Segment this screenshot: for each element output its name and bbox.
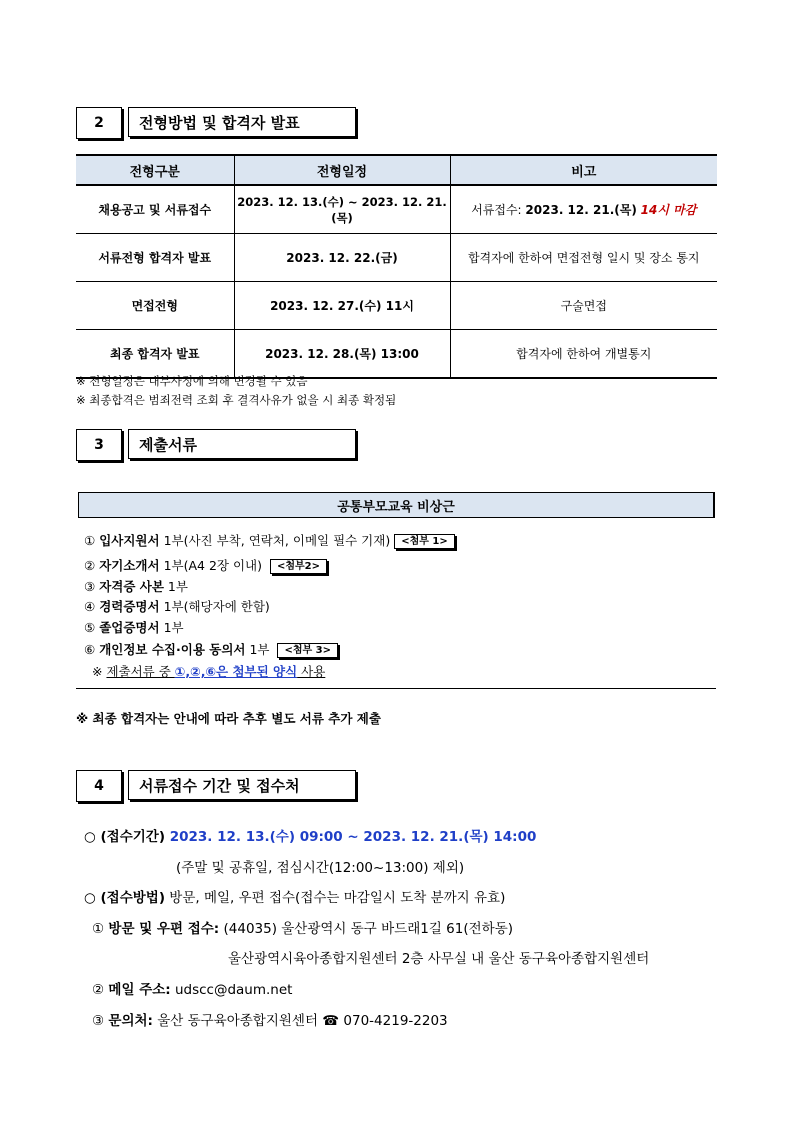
footnote-text: 제출서류 중 [106, 664, 175, 679]
note-deadline-time: 14시 마감 [640, 203, 697, 217]
attachment-tag: <첨부 3> [277, 643, 338, 658]
doc-number: ⑥ [84, 642, 96, 657]
doc-name: 경력증명서 [99, 599, 160, 614]
doc-name: 자격증 사본 [99, 579, 164, 594]
visit-address: (44035) 울산광역시 동구 바드래1길 61(전하동) [219, 921, 514, 937]
table-cell: 채용공고 및 서류접수 [76, 185, 234, 234]
item-number: ① [92, 921, 105, 937]
doc-desc: 1부 [245, 642, 274, 657]
table-row [76, 330, 717, 379]
section-4-header [76, 770, 366, 802]
attachment-tag: <첨부 1> [394, 534, 455, 549]
section-number: 2 [76, 107, 122, 139]
table-cell: 2023. 12. 27.(수) 11시 [234, 282, 450, 330]
section-2-header [76, 107, 366, 139]
doc-desc: 1부 [159, 620, 184, 635]
note-prefix: 서류접수: [471, 203, 526, 217]
table-cell: 구술면접 [450, 282, 717, 330]
table-header-row [76, 155, 717, 185]
visit-label: 방문 및 우편 접수: [108, 921, 220, 937]
table-cell: 2023. 12. 22.(금) [234, 234, 450, 282]
apply-method-label: ○ (접수방법) [84, 890, 165, 906]
schedule-note: ※ 전형일정은 내부사정에 의해 변경될 수 있음 [76, 374, 308, 388]
table-cell: 서류전형 합격자 발표 [76, 234, 234, 282]
table-cell: 최종 합격자 발표 [76, 330, 234, 379]
table-row [76, 282, 717, 330]
doc-item [84, 618, 184, 636]
doc-name: 개인정보 수집·이용 동의서 [99, 642, 246, 657]
table-row [76, 185, 717, 234]
doc-desc: 1부(사진 부착, 연락처, 이메일 필수 기재) [159, 533, 391, 548]
doc-number: ③ [84, 579, 96, 594]
footnote-highlight: ①,②,⑥은 첨부된 양식 [174, 664, 298, 679]
doc-item [84, 640, 338, 658]
note-deadline-date: 2023. 12. 21.(목) [525, 203, 637, 217]
doc-item [84, 556, 327, 574]
visit-address-2: 울산광역시육아종합지원센터 2층 사무실 내 울산 동구육아종합지원센터 [228, 951, 650, 967]
apply-mail [92, 978, 292, 998]
apply-method [84, 886, 505, 906]
section-title: 서류접수 기간 및 접수처 [128, 770, 356, 800]
section-number: 3 [76, 429, 122, 461]
doc-number: ① [84, 533, 96, 548]
attachment-tag: <첨부2> [270, 559, 327, 574]
doc-desc: 1부(해당자에 한함) [159, 599, 270, 614]
table-cell: 2023. 12. 13.(수) ~ 2023. 12. 21.(목) [234, 185, 450, 234]
doc-item [84, 531, 455, 549]
schedule-note: ※ 최종합격은 범죄전력 조회 후 결격사유가 없을 시 최종 확정됨 [76, 393, 397, 407]
apply-visit [92, 917, 513, 937]
apply-period-label: ○ (접수기간) [84, 829, 170, 845]
doc-name: 입사지원서 [99, 533, 160, 548]
footnote-text: 사용 [297, 664, 326, 679]
mail-label: 메일 주소: [108, 982, 171, 998]
table-header: 비고 [450, 155, 717, 185]
doc-number: ⑤ [84, 620, 96, 635]
table-cell: 합격자에 한하여 개별통지 [450, 330, 717, 379]
inquiry-label: 문의처: [108, 1013, 153, 1029]
table-cell: 2023. 12. 28.(목) 13:00 [234, 330, 450, 379]
apply-method-value: 방문, 메일, 우편 접수(접수는 마감일시 도착 분까지 유효) [164, 890, 506, 906]
schedule-table [76, 154, 717, 379]
apply-inquiry [92, 1009, 448, 1029]
section-title: 전형방법 및 합격자 발표 [128, 107, 356, 137]
table-cell: 면접전형 [76, 282, 234, 330]
table-cell: 합격자에 한하여 면접전형 일시 및 장소 통지 [450, 234, 717, 282]
doc-item [84, 597, 270, 615]
footnote-mark: ※ [92, 664, 107, 679]
divider [76, 688, 716, 689]
item-number: ② [92, 982, 105, 998]
mail-address: udscc@daum.net [170, 982, 293, 998]
table-row [76, 234, 717, 282]
section-3-header [76, 429, 366, 461]
apply-period-sub: (주말 및 공휴일, 점심시간(12:00~13:00) 제외) [176, 860, 465, 876]
doc-name: 졸업증명서 [99, 620, 160, 635]
doc-number: ④ [84, 599, 96, 614]
docs-footnote [92, 662, 325, 680]
table-header: 전형구분 [76, 155, 234, 185]
doc-number: ② [84, 558, 96, 573]
final-note: ※ 최종 합격자는 안내에 따라 추후 별도 서류 추가 제출 [76, 711, 381, 726]
doc-desc: 1부 [163, 579, 188, 594]
docs-header: 공통부모교육 비상근 [78, 492, 715, 518]
table-cell [450, 185, 717, 234]
apply-period-value: 2023. 12. 13.(수) 09:00 ~ 2023. 12. 21.(목) 14:00 [169, 829, 537, 845]
inquiry-value: 울산 동구육아종합지원센터 ☎ 070-4219-2203 [152, 1013, 448, 1029]
doc-item [84, 577, 188, 595]
section-title: 제출서류 [128, 429, 356, 459]
table-header: 전형일정 [234, 155, 450, 185]
item-number: ③ [92, 1013, 105, 1029]
doc-desc: 1부(A4 2장 이내) [159, 558, 266, 573]
apply-period [84, 825, 536, 845]
doc-name: 자기소개서 [99, 558, 160, 573]
section-number: 4 [76, 770, 122, 802]
